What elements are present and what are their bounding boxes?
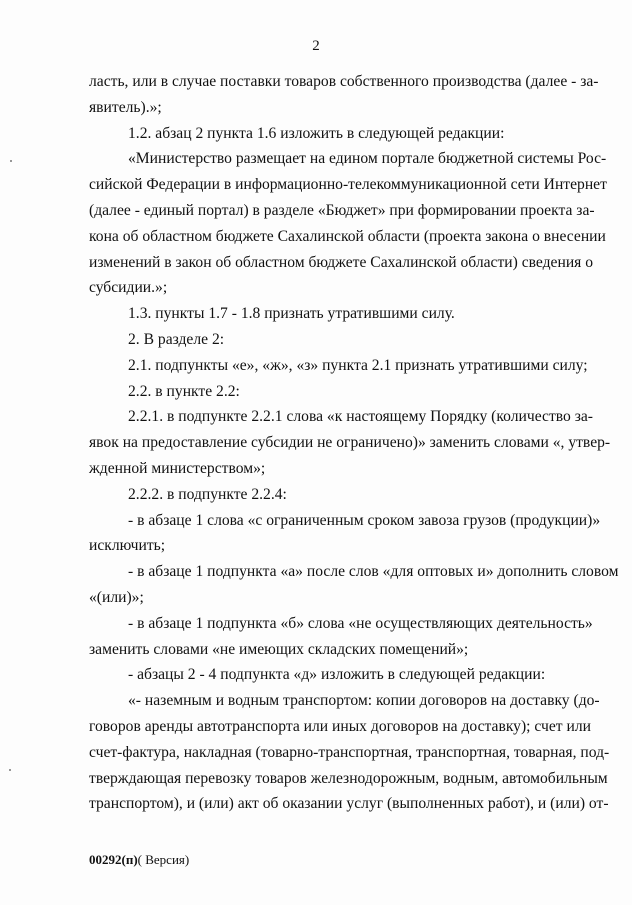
text-line: изменений в закон об областном бюджете Сахалинской области) сведения о xyxy=(89,253,594,271)
text-line: - абзацы 2 - 4 подпункта «д» изложить в следующей редакции: xyxy=(128,666,546,684)
text-line: тверждающая перевозку товаров железнодорожным, водным, автомобильным xyxy=(89,769,608,787)
scan-speck xyxy=(10,160,12,162)
footer-code: 00292(п) xyxy=(89,852,138,867)
text-line: - в абзаце 1 слова «с ограниченным сроком завоза грузов (продукции)» xyxy=(128,511,601,529)
text-line: 2.2.1. в подпункте 2.2.1 слова «к настоящему Порядку (количество за- xyxy=(128,408,593,426)
text-line: 1.3. пункты 1.7 - 1.8 признать утратившими силу. xyxy=(128,305,455,323)
text-line: сийской Федерации в информационно-телекоммуникационной сети Интернет xyxy=(89,176,607,194)
text-line: жденной министерством»; xyxy=(89,460,266,477)
text-line: транспортом), и (или) акт об оказании услуг (выполненных работ), и (или) от- xyxy=(89,795,609,813)
scan-speck xyxy=(9,769,11,771)
text-line: говоров аренды автотранспорта или иных договоров на доставку); счет или xyxy=(89,718,591,735)
text-line: (далее - единый портал) в разделе «Бюджет» при формировании проекта за- xyxy=(89,202,595,219)
text-line: 1.2. абзац 2 пункта 1.6 изложить в следующей редакции: xyxy=(128,124,505,142)
footer-document-code xyxy=(89,852,189,868)
page-number: 2 xyxy=(312,38,320,54)
text-line: счет-фактура, накладная (товарно-транспортная, транспортная, товарная, под- xyxy=(89,743,610,761)
text-line: ласть, или в случае поставки товаров собственного производства (далее - за- xyxy=(89,73,599,90)
text-line: 2.2.2. в подпункте 2.2.4: xyxy=(128,485,287,503)
footer-version: ( Версия) xyxy=(137,852,190,867)
text-line: исключить; xyxy=(89,537,166,555)
text-line: кона об областном бюджете Сахалинской области (проекта закона о внесении xyxy=(89,227,606,245)
text-line: - в абзаце 1 подпункта «а» после слов «для оптовых и» дополнить словом xyxy=(128,563,619,581)
text-line: «- наземным и водным транспортом: копии договоров на доставку (до- xyxy=(128,692,600,710)
text-line: 2.2. в пункте 2.2: xyxy=(128,382,240,400)
text-line: «Министерство размещает на едином портале бюджетной системы Рос- xyxy=(128,150,607,168)
text-line: 2. В разделе 2: xyxy=(128,331,225,348)
text-line: субсидии.»; xyxy=(89,279,168,297)
text-line: явок на предоставление субсидии не ограничено)» заменить словами «, утвер- xyxy=(89,434,611,452)
text-line: явитель).»; xyxy=(89,98,162,116)
text-line: заменить словами «не имеющих складских помещений»; xyxy=(89,640,469,658)
text-line: - в абзаце 1 подпункта «б» слова «не осуществляющих деятельность» xyxy=(128,614,593,632)
text-line: «(или)»; xyxy=(89,589,144,606)
text-line: 2.1. подпункты «е», «ж», «з» пункта 2.1 признать утратившими силу; xyxy=(128,356,588,374)
